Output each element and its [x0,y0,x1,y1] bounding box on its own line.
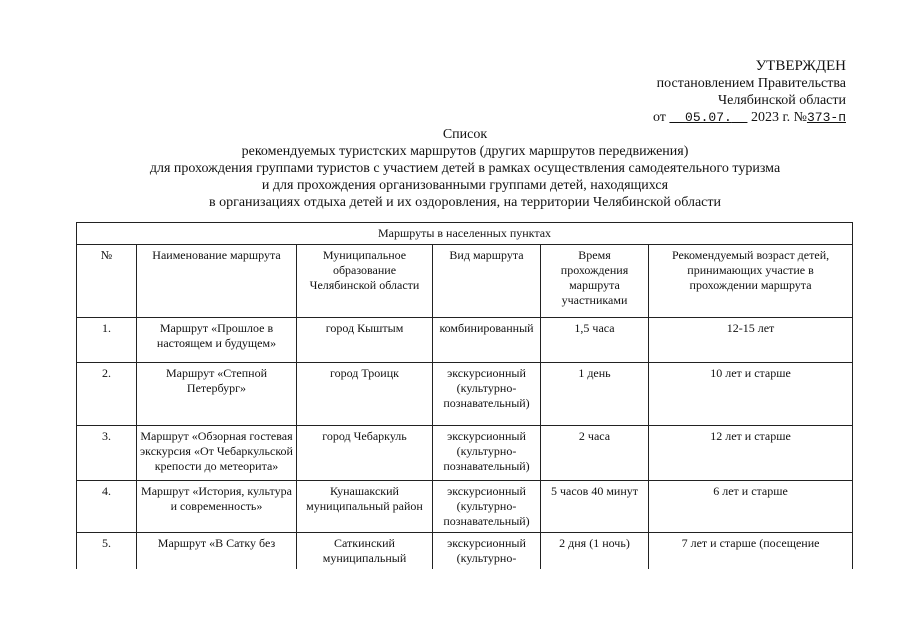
table-cell: 2 часа [541,426,649,481]
year-text: 2023 [750,110,779,125]
date-value: 05.07. [685,110,732,125]
approval-line-1: постановлением Правительства [656,76,846,91]
table-cell: 6 лет и старше [649,481,853,533]
table-cell: 5. [77,533,137,570]
table-cell: город Чебаркуль [297,426,433,481]
table-cell: 1 день [541,363,649,426]
table-cell: Маршрут «Прошлое в настоящем и будущем» [137,318,297,363]
approval-block [586,58,846,126]
table-cell: 10 лет и старше [649,363,853,426]
table-row [77,481,853,533]
heading-line-5: в организациях отдыха детей и их оздоровления, на территории Челябинской области [208,195,721,210]
table-cell: Маршрут «Степной Петербург» [137,363,297,426]
table-row [77,363,853,426]
column-header: № [77,245,137,318]
table-cell: Маршрут «Обзорная гостевая экскурсия «От Чебаркульской крепости до метеорита» [137,426,297,481]
document-heading [60,126,870,211]
table-cell: город Кыштым [297,318,433,363]
section-title: Маршруты в населенных пунктах [77,223,853,245]
table-row [77,426,853,481]
approval-date-line [586,109,846,126]
table-cell: 12 лет и старше [649,426,853,481]
column-header: Время прохождения маршрута участниками [541,245,649,318]
table-cell: 12-15 лет [649,318,853,363]
table-row [77,533,853,570]
year-suffix: г. № [782,110,807,125]
table-cell: Маршрут «История, культура и современность» [137,481,297,533]
routes-table [76,222,853,569]
table-cell: 3. [77,426,137,481]
table-cell: 2. [77,363,137,426]
column-header: Рекомендуемый возраст детей, принимающих участие в прохождении маршрута [649,245,853,318]
heading-line-1: Список [442,127,488,142]
heading-line-2: рекомендуемых туристских маршрутов (других маршрутов передвижения) [241,144,689,159]
heading-line-3: для прохождения группами туристов с участием детей в рамках осуществления самодеятельного туризма [149,161,781,176]
table-cell: экскурсионный (культурно-познавательный) [433,481,541,533]
table-cell: 1,5 часа [541,318,649,363]
table-cell: Кунашакский муниципальный район [297,481,433,533]
table-cell: город Троицк [297,363,433,426]
column-header: Вид маршрута [433,245,541,318]
table-cell: 4. [77,481,137,533]
approval-title: УТВЕРЖДЕН [755,58,846,74]
table-row [77,318,853,363]
table-cell: комбинированный [433,318,541,363]
table-cell: Саткинский муниципальный [297,533,433,570]
table-cell: 1. [77,318,137,363]
table-header-row [77,245,853,318]
approval-line-2: Челябинской области [718,93,846,108]
heading-line-4: и для прохождения организованными группами детей, находящихся [261,178,669,193]
table-cell: 5 часов 40 минут [541,481,649,533]
table-cell: экскурсионный (культурно-познавательный) [433,363,541,426]
table-cell: 2 дня (1 ночь) [541,533,649,570]
date-prefix: от [652,110,666,125]
column-header: Наименование маршрута [137,245,297,318]
table-cell: экскурсионный (культурно-познавательный) [433,426,541,481]
document-number: 373-п [806,110,846,125]
table-cell: Маршрут «В Сатку без [137,533,297,570]
column-header: Муниципальное образование Челябинской области [297,245,433,318]
table-cell: экскурсионный (культурно- [433,533,541,570]
table-cell: 7 лет и старше (посещение [649,533,853,570]
